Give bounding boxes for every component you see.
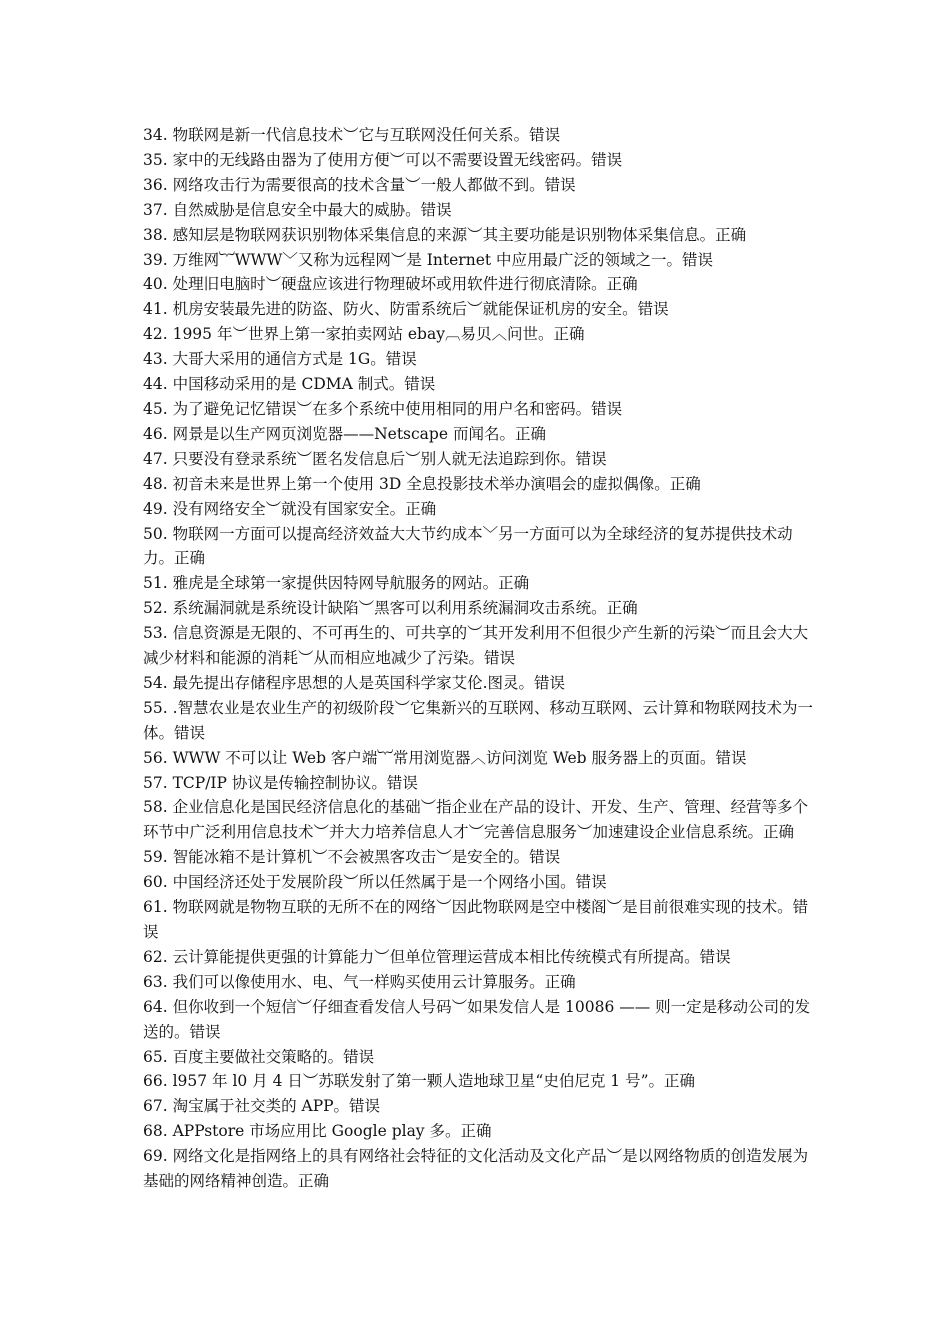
question-item-37: 37. 自然威胁是信息安全中最大的威胁。错误	[143, 200, 452, 219]
question-item-34: 34. 物联网是新一代信息技术︶它与互联网没任何关系。错误	[143, 126, 561, 144]
question-item-69: 69. 网络文化是指网络上的具有网络社会特征的文化活动及文化产品︶是以网络物质的创造发展为基础的网络精神创造。正确	[143, 1147, 809, 1191]
question-item-66: 66. l957 年 l0 月 4 日︶苏联发射了第一颗人造地球卫星“史伯尼克 1 号”。正确	[143, 1072, 696, 1091]
question-item-60: 60. 中国经济还处于发展阶段︶所以任然属于是一个网络小国。错误	[143, 873, 607, 892]
question-item-52: 52. 系统漏洞就是系统设计缺陷︶黑客可以利用系统漏洞攻击系统。正确	[143, 599, 638, 618]
question-item-49: 49. 没有网络安全︶就没有国家安全。正确	[143, 499, 437, 518]
question-item-36: 36. 网络攻击行为需要很高的技术含量︶一般人都做不到。错误	[143, 175, 576, 194]
question-item-47: 47. 只要没有登录系统︶匿名发信息后︶别人就无法追踪到你。错误	[143, 449, 607, 468]
question-item-57: 57. TCP/IP 协议是传输控制协议。错误	[143, 773, 418, 792]
question-item-48: 48. 初音未来是世界上第一个使用 3D 全息投影技术举办演唱会的虚拟偶像。正确	[143, 474, 701, 493]
question-item-68: 68. APPstore 市场应用比 Google play 多。正确	[143, 1122, 492, 1141]
question-item-35: 35. 家中的无线路由器为了使用方便︶可以不需要设置无线密码。错误	[143, 150, 623, 169]
question-item-38: 38. 感知层是物联网获识别物体采集信息的来源︶其主要功能是识别物体采集信息。正确	[143, 225, 747, 244]
question-item-55: 55. .智慧农业是农业生产的初级阶段︶它集新兴的互联网、移动互联网、云计算和物联网技术为一体。错误	[143, 698, 814, 742]
question-item-45: 45. 为了避免记忆错误︶在多个系统中使用相同的用户名和密码。错误	[143, 399, 623, 418]
document-body	[143, 123, 813, 1194]
question-item-50: 50. 物联网一方面可以提高经济效益大大节约成本﹀另一方面可以为全球经济的复苏提供技术动力。正确	[143, 524, 793, 568]
question-item-54: 54. 最先提出存储程序思想的人是英国科学家艾伦.图灵。错误	[143, 673, 566, 692]
question-item-42: 42. 1995 年︶世界上第一家拍卖网站 ebay︹易贝︿问世。正确	[143, 325, 585, 344]
question-item-56: 56. WWW 不可以让 Web 客户端︸常用浏览器︿访问浏览 Web 服务器上的页面。错误	[143, 748, 747, 767]
question-item-51: 51. 雅虎是全球第一家提供因特网导航服务的网站。正确	[143, 574, 530, 593]
question-item-46: 46. 网景是以生产网页浏览器——Netscape 而闻名。正确	[143, 424, 546, 443]
question-item-39: 39. 万维网︸WWW﹀又称为远程网︶是 Internet 中应用最广泛的领域之一。错误	[143, 250, 714, 269]
question-item-53: 53. 信息资源是无限的、不可再生的、可共享的︶其开发利用不但很少产生新的污染︶而且会大大减少材料和能源的消耗︶从而相应地减少了污染。错误	[143, 624, 809, 668]
question-item-41: 41. 机房安装最先进的防盗、防火、防雷系统后︶就能保证机房的安全。错误	[143, 300, 669, 319]
question-item-59: 59. 智能冰箱不是计算机︶不会被黑客攻击︶是安全的。错误	[143, 848, 561, 867]
question-item-67: 67. 淘宝属于社交类的 APP。错误	[143, 1097, 381, 1116]
question-item-65: 65. 百度主要做社交策略的。错误	[143, 1047, 375, 1066]
question-item-61: 61. 物联网就是物物互联的无所不在的网络︶因此物联网是空中楼阁︶是目前很难实现的技术。错误	[143, 898, 809, 941]
question-item-63: 63. 我们可以像使用水、电、气一样购买使用云计算服务。正确	[143, 972, 576, 991]
question-item-64: 64. 但你收到一个短信︶仔细查看发信人号码︶如果发信人是 10086 —— 则一定是移动公司的发送的。错误	[143, 997, 811, 1041]
question-item-43: 43. 大哥大采用的通信方式是 1G。错误	[143, 350, 417, 369]
question-item-40: 40. 处理旧电脑时︶硬盘应该进行物理破坏或用软件进行彻底清除。正确	[143, 275, 638, 294]
question-item-44: 44. 中国移动采用的是 CDMA 制式。错误	[143, 375, 436, 394]
question-item-62: 62. 云计算能提供更强的计算能力︶但单位管理运营成本相比传统模式有所提高。错误	[143, 947, 731, 966]
question-item-58: 58. 企业信息化是国民经济信息化的基础︶指企业在产品的设计、开发、生产、管理、经营等多个环节中广泛利用信息技术︶并大力培养信息人才︶完善信息服务︶加速建设企业信息系统。正确	[143, 798, 809, 842]
